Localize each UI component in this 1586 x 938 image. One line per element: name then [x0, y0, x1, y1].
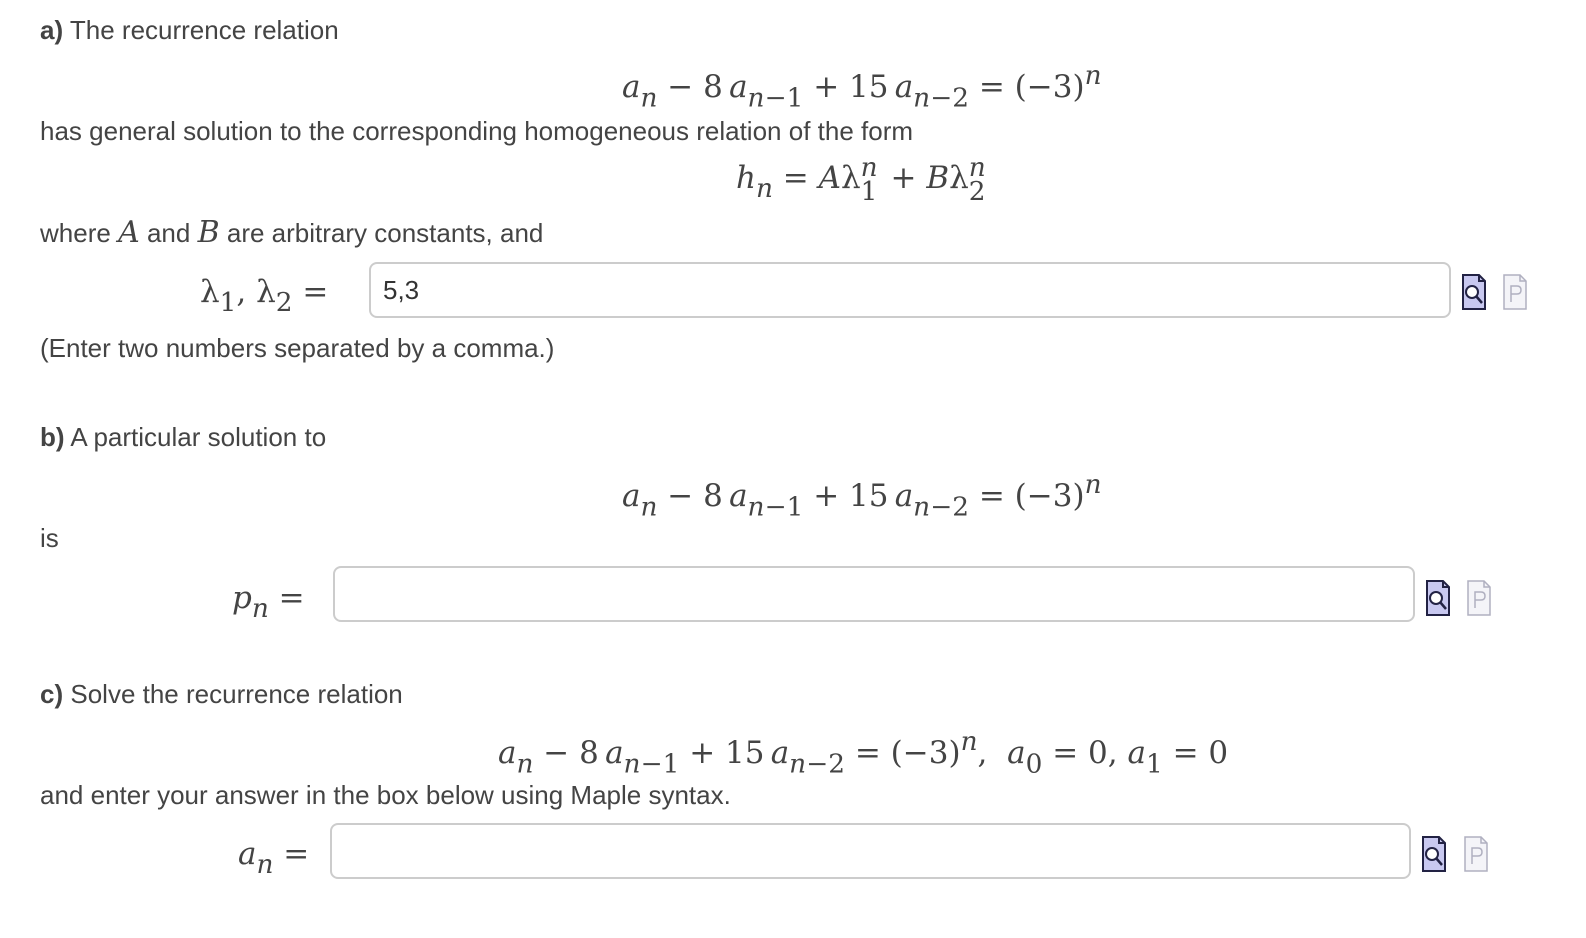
- help-icon[interactable]: [1463, 836, 1489, 872]
- help-icon[interactable]: [1502, 274, 1528, 310]
- part-a-heading: [40, 14, 339, 46]
- recurrence-solution-input[interactable]: [330, 823, 1411, 879]
- part-b-heading: [40, 421, 326, 453]
- part-c-intro: Solve the recurrence relation: [70, 679, 403, 709]
- part-c-label: c): [40, 679, 64, 709]
- part-a-general-text: has general solution to the corresponding homogeneous relation of the form: [40, 116, 914, 146]
- var-B: B: [197, 215, 220, 250]
- part-c-instruction: and enter your answer in the box below using Maple syntax.: [40, 780, 731, 810]
- part-b-is-text: is: [40, 523, 59, 553]
- part-a-hint: (Enter two numbers separated by a comma.): [40, 333, 555, 363]
- var-A: A: [118, 215, 140, 250]
- part-c-recurrence-equation: $a_n - 8$ $a_{n-1} + 15$ $a_{n-2} = (-3)^n$, $a_0 = 0$, $a_1 = 0$: [498, 727, 1229, 780]
- part-b-recurrence-equation: $a_n - 8$ $a_{n-1} + 15$ $a_{n-2} = (-3)^n$: [622, 470, 1102, 523]
- part-a-answer-label: $\lambda_1$, $\lambda_2$ =: [200, 274, 329, 319]
- preview-icon[interactable]: [1421, 836, 1447, 872]
- preview-icon[interactable]: [1425, 580, 1451, 616]
- preview-icon[interactable]: [1461, 274, 1487, 310]
- part-a-where-text: [40, 217, 543, 249]
- part-b-label: b): [40, 422, 65, 452]
- part-a-recurrence-equation: $a_n - 8$ $a_{n-1} + 15$ $a_{n-2} = (-3)^n$: [622, 61, 1102, 114]
- part-b-intro: A particular solution to: [70, 422, 327, 452]
- lambda-answer-input[interactable]: [369, 262, 1451, 318]
- part-a-homogeneous-equation: $h_n = A\lambda$ n 1 + Bλ n 2: [736, 153, 986, 207]
- where-end: are arbitrary constants, and: [226, 218, 544, 248]
- part-a-label: a): [40, 15, 64, 45]
- part-c-heading: [40, 678, 403, 710]
- where-start: where: [40, 218, 111, 248]
- where-and: and: [146, 218, 191, 248]
- part-a-intro: The recurrence relation: [69, 15, 339, 45]
- particular-solution-input[interactable]: [333, 566, 1415, 622]
- help-icon[interactable]: [1466, 580, 1492, 616]
- part-c-answer-label: $a_n$ =: [238, 836, 310, 881]
- part-b-answer-label: $p_n$ =: [232, 580, 305, 625]
